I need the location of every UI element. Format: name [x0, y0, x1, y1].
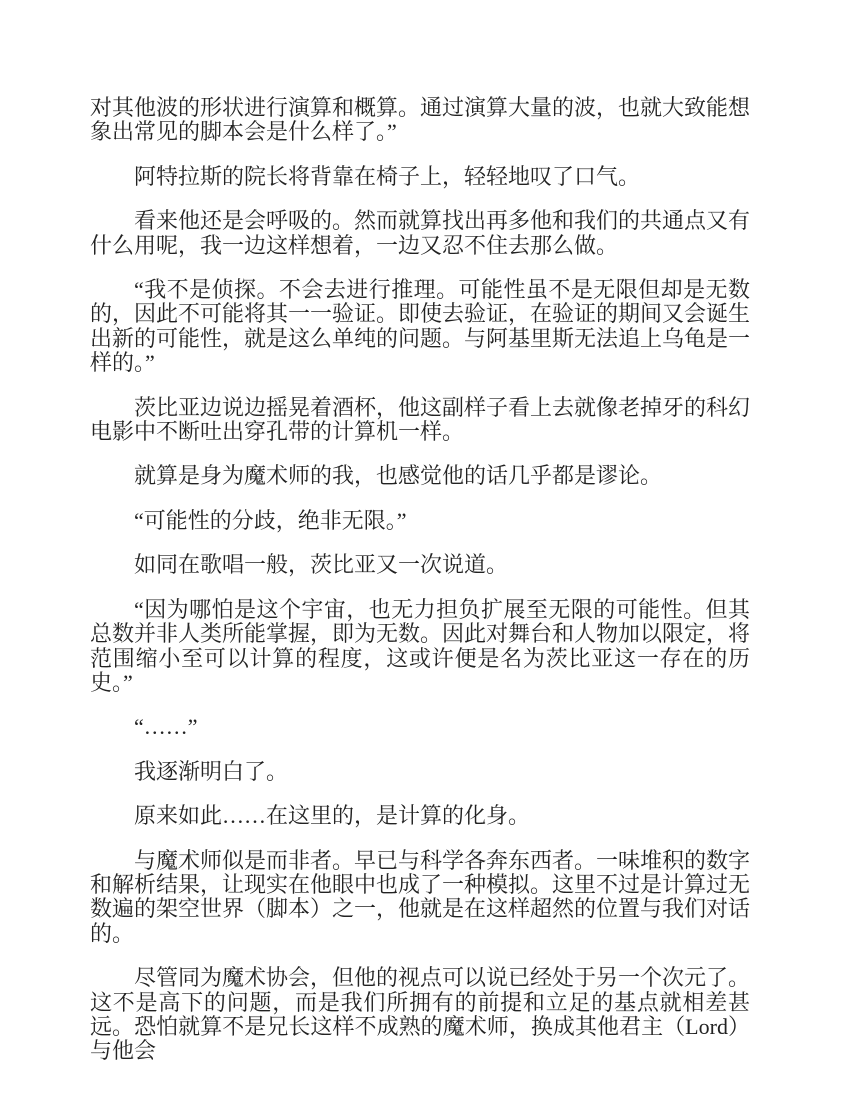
paragraph: “……”: [134, 714, 198, 740]
paragraph: 尽管同为魔术协会，但他的视点可以说已经处于另一个次元了。这不是高下的问题，而是我们所拥有的前提和立足的基点就相差甚远。恐怕就算不是兄长这样不成熟的魔术师，换成其他君主（Lord）与他会: [90, 965, 751, 1064]
paragraph: 看来他还是会呼吸的。然而就算找出再多他和我们的共通点又有什么用呢，我一边这样想着，一边又忍不住去那么做。: [90, 208, 751, 258]
paragraph: 就算是身为魔术师的我，也感觉他的话几乎都是谬论。: [134, 463, 663, 489]
paragraph: 原来如此……在这里的，是计算的化身。: [134, 803, 531, 829]
paragraph: 如同在歌唱一般，茨比亚又一次说道。: [134, 552, 509, 578]
paragraph: “可能性的分歧，绝非无限。”: [134, 507, 407, 533]
paragraph: 茨比亚边说边摇晃着酒杯，他这副样子看上去就像老掉牙的科幻电影中不断吐出穿孔带的计算机一样。: [90, 394, 751, 445]
paragraph: 我逐渐明白了。: [134, 758, 289, 784]
paragraph: “因为哪怕是这个宇宙，也无力担负扩展至无限的可能性。但其总数并非人类所能掌握，即为无数。因此对舞台和人物加以限定，将范围缩小至可以计算的程度，这或许便是名为茨比亚这一存在的历史。”: [90, 596, 751, 695]
paragraph: 阿特拉斯的院长将背靠在椅子上，轻轻地叹了口气。: [134, 163, 641, 189]
paragraph: 与魔术师似是而非者。早已与科学各奔东西者。一味堆积的数字和解析结果，让现实在他眼中也成了一种模拟。这里不过是计算过无数遍的架空世界（脚本）之一，他就是在这样超然的位置与我们对话的。: [90, 847, 751, 946]
paragraph: 对其他波的形状进行演算和概算。通过演算大量的波，也就大致能想象出常见的脚本会是什么样了。”: [90, 95, 751, 145]
paragraph: “我不是侦探。不会去进行推理。可能性虽不是无限但却是无数的，因此不可能将其一一验证。即使去验证，在验证的期间又会诞生出新的可能性，就是这么单纯的问题。与阿基里斯无法追上乌龟是一样的。”: [90, 277, 751, 376]
